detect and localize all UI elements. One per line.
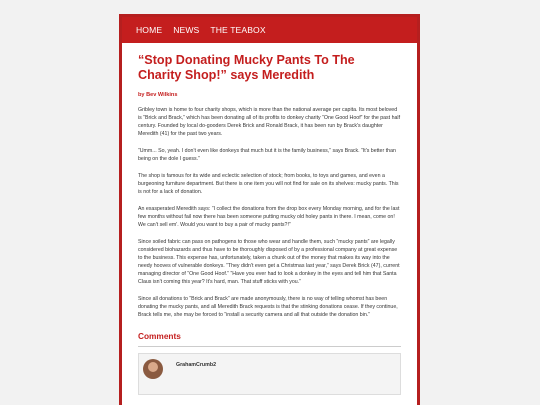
article-paragraph: An exasperated Meredith says: “I collect the donations from the drop box every Monday morning, and for the last few months without fail now there has been someone putting mucky old holey pants in there. I mean, come on! We can't sell em'. Would you want to buy a pair of mucky pants?!”	[138, 206, 400, 228]
article-byline: by Bev Wilkins	[138, 92, 178, 98]
top-nav	[122, 17, 417, 43]
main-content	[122, 53, 417, 395]
nav-news-link[interactable]: NEWS	[173, 25, 200, 35]
article-body	[138, 106, 401, 319]
comment-author[interactable]: GrahamCrumb2	[176, 362, 217, 368]
nav-teabox-link[interactable]: THE TEABOX	[210, 25, 266, 35]
page-frame	[119, 14, 420, 405]
article-paragraph: Since soiled fabric can pass on pathogens to those who wear and handle them, such “mucky pants” are legally considered biohazards and thus have to be thoroughly disposed of by a professional company at great expense to the business. This expense has, unfortunately, taken a chunk out of the money that makes its way into the needy hooves of vulnerable donkeys. “They didn't even get a Christmas last year,” says Derek Brick (47), current managing director of “One Good Hoof.” “Have you ever had to look a donkey in the eyes and tell him that Santa Claus isn't coming this year? It's hard, man. That stuff sticks with you.”	[138, 239, 400, 285]
article-title: “Stop Donating Mucky Pants To The Charity Shop!” says Meredith	[138, 53, 355, 82]
comment-card	[138, 353, 401, 395]
nav-home-link[interactable]: HOME	[136, 25, 163, 35]
article-paragraph: Gribley town is home to four charity shops, which is more than the national average per capita. Its most beloved is “Brick and Brack,” which has been donating all of its profits to donkey charity “One Good Hoof” for the past half century. Founded by local do-gooders Derek Brick and Ronald Brack, it has been run by Brack's daughter Meredith (41) for the past two years.	[138, 107, 401, 137]
article-paragraph: The shop is famous for its wide and eclectic selection of stock; from books, to toys and games, and even a burgeoning furniture department. But there is one item you will not find for sale on its shelves: mucky pants. This is not for a lack of donation.	[138, 173, 399, 195]
article-paragraph: Since all donations to “Brick and Brack” are made anonymously, there is no way of telling whomst has been donating the mucky pants, and all Meredith Brack requests is that the stinking donations cease. If they continue, Brack tells me, she may be forced to “install a security camera and all that outside the donation bin.”	[138, 296, 398, 318]
article-paragraph: “Umm... So, yeah. I don't even like donkeys that much but it is the family business,” says Brack. “It's better than being on the dole I guess.”	[138, 148, 396, 162]
comments-heading: Comments	[138, 331, 401, 347]
avatar	[143, 359, 163, 379]
